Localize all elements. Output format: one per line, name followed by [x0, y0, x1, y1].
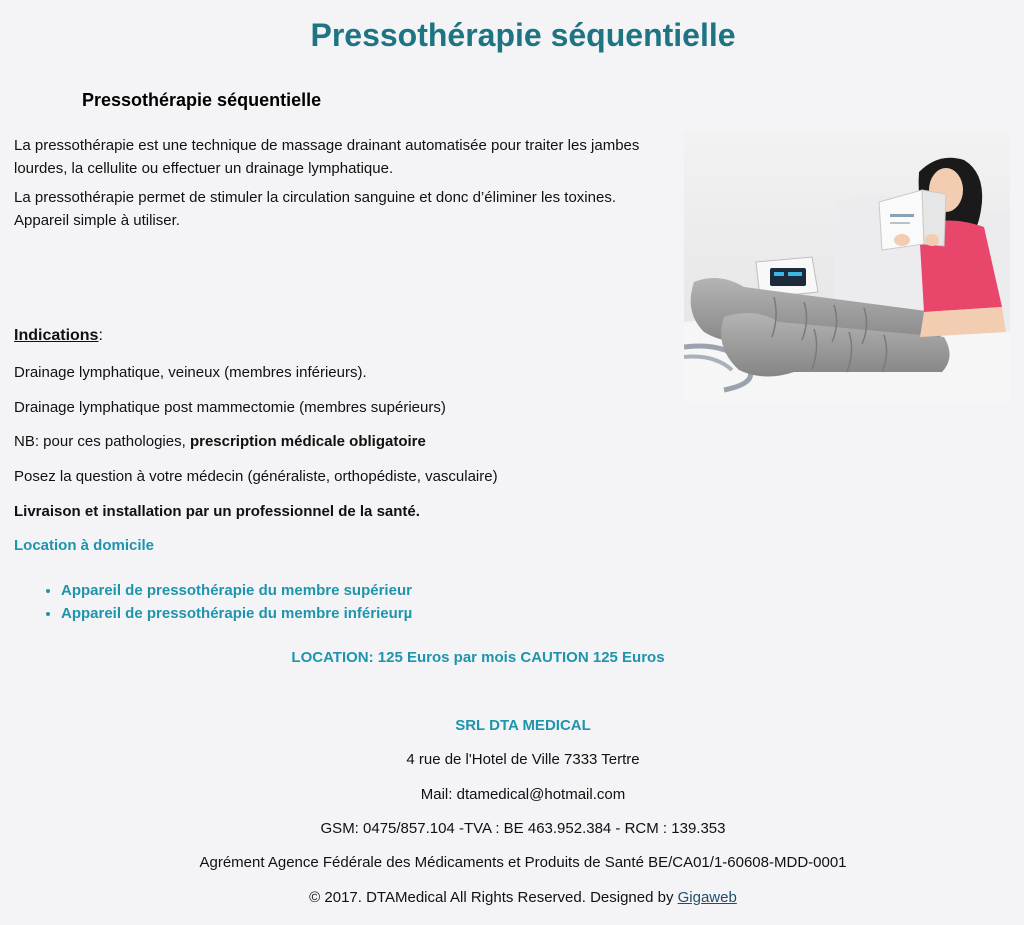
rental-price: LOCATION: 125 Euros par mois CAUTION 125 Euros [291, 649, 665, 666]
home-rental-heading: Location à domicile [14, 537, 155, 554]
company-mail: Mail: dtamedical@hotmail.com [420, 786, 626, 803]
copyright [0, 888, 1024, 908]
indications-label: Indications [14, 327, 99, 344]
indications-heading [14, 326, 103, 346]
delivery-note: Livraison et installation par un professionnel de la santé. [14, 503, 420, 520]
nb-note [14, 432, 426, 452]
page-title: Pressothérapie séquentielle [310, 17, 736, 53]
nb-prefix: NB: pour ces pathologies, [14, 433, 190, 450]
intro-paragraph-1: La pressothérapie est une technique de massage drainant automatisée pour traiter les jambes lourdes, la cellulite ou effectuer un drainage lymphatique. [14, 137, 640, 177]
indications-colon: : [98, 327, 103, 344]
company-name: SRL DTA MEDICAL [455, 717, 591, 734]
copyright-text: © 2017. DTAMedical All Rights Reserved. Designed by [309, 889, 678, 906]
device-list [40, 579, 412, 625]
company-gsm-tva: GSM: 0475/857.104 -TVA : BE 463.952.384 - RCM : 139.353 [320, 820, 726, 837]
gigaweb-link[interactable]: Gigaweb [677, 889, 737, 906]
device-upper-limb: • Appareil de pressothérapie du membre supérieur [61, 579, 412, 602]
nb-prescription: prescription médicale obligatoire [189, 433, 426, 450]
pressotherapy-device-photo [684, 132, 1010, 403]
indication-1: Drainage lymphatique, veineux (membres inférieurs). [14, 364, 367, 381]
company-agrement: Agrément Agence Fédérale des Médicaments et Produits de Santé BE/CA01/1-60608-MDD-0001 [199, 854, 847, 871]
ask-doctor: Posez la question à votre médecin (généraliste, orthopédiste, vasculaire) [14, 468, 498, 485]
company-address: 4 rue de l'Hotel de Ville 7333 Tertre [406, 751, 640, 768]
section-title: Pressothérapie séquentielle [82, 90, 322, 110]
intro-paragraph-2: La pressothérapie permet de stimuler la circulation sanguine et donc d’éliminer les toxines. Appareil simple à utiliser. [14, 189, 616, 229]
indication-2: Drainage lymphatique post mammectomie (membres supérieurs) [14, 399, 446, 416]
device-lower-limb: • Appareil de pressothérapie du membre inférieurµ [61, 602, 412, 625]
intro-text [14, 134, 674, 238]
